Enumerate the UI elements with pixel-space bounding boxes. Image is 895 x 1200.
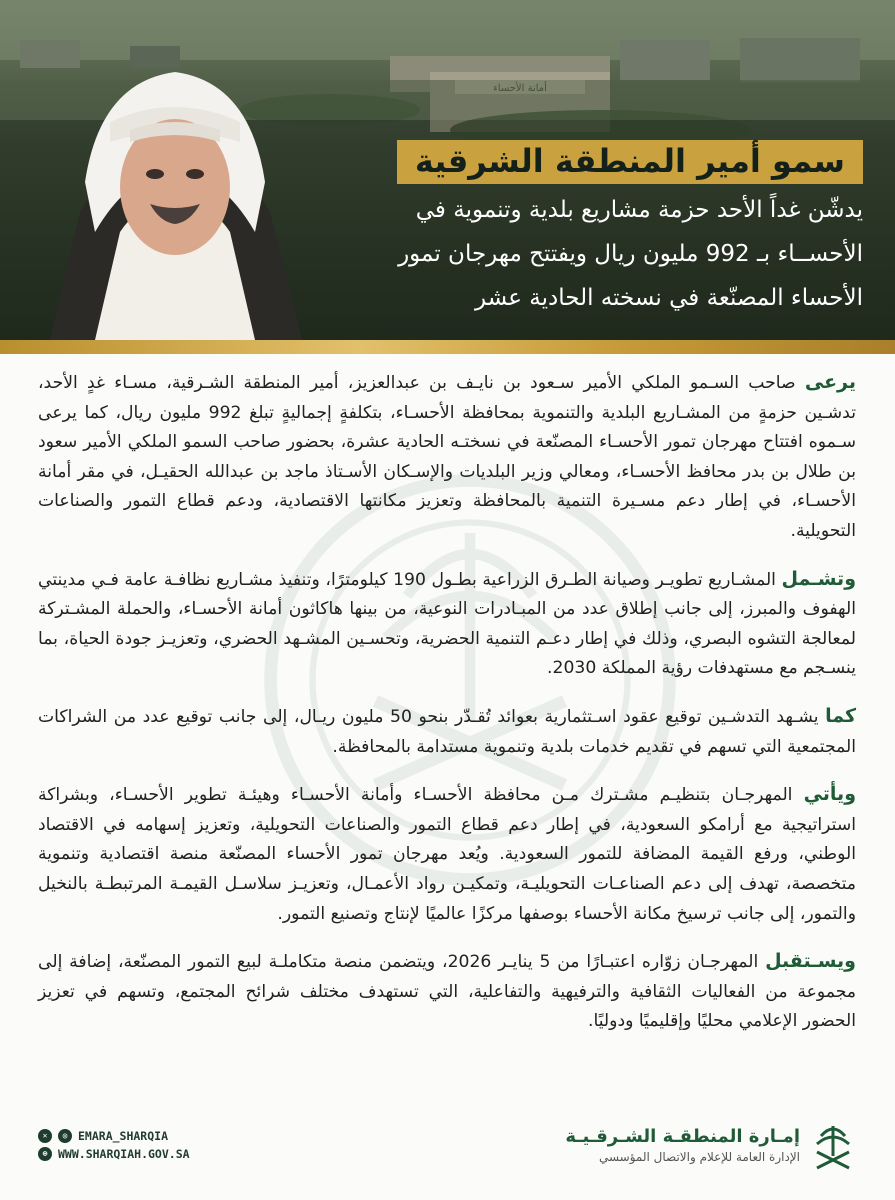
- social-handle[interactable]: EMARA_SHARQIA: [78, 1129, 169, 1143]
- paragraph-lead: يرعى: [804, 371, 856, 393]
- website-link[interactable]: WWW.SHARQIAH.GOV.SA: [58, 1147, 190, 1161]
- saudi-emblem-icon: [809, 1122, 857, 1178]
- subtitle: [323, 188, 863, 320]
- org-name: إمـارة المنطقـة الشـرقـيـة: [565, 1126, 800, 1147]
- subtitle-line: يدشّن غداً الأحد حزمة مشاريع بلدية وتنموية في: [415, 197, 863, 223]
- title-box: [397, 140, 863, 184]
- prince-portrait: [40, 62, 310, 340]
- paragraph: [38, 780, 856, 929]
- subtitle-line: الأحســاء بـ 992 مليون ريال ويفتتح مهرجان تمور: [398, 241, 863, 267]
- globe-icon[interactable]: ⊕: [38, 1147, 52, 1161]
- org-block: [565, 1126, 800, 1166]
- paragraph-lead: ويسـتقبل: [765, 950, 856, 973]
- paragraph-text: المشـاريع تطويـر وصيانة الطـرق الزراعية بطـول 190 كيلومترًا، وتنفيذ مشـاريع نظافـة عامة فـي مدينتي الهفوف والمبرز، إلى جانب إطلاق عدد من المبـادرات النوعية، من بينها هاكاثون أمانة الأحسـاء، والحملة المشـتركة لمعالجة التشوه البصري، وذلك في إطار دعـم التنمية الحضرية، وتحسـين المشـهد الحضري، وتعزيـز جودة الحياة، بما ينسـجم مع مستهدفات رؤية المملكة 2030.: [38, 569, 856, 679]
- paragraph-text: صاحب السـمو الملكي الأمير سـعود بن نايـف بن عبدالعزيز، أمير المنطقة الشـرقية، مسـاء غدٍ الأحد، تدشـين حزمةٍ من المشـاريع البلدية والتنموية بمحافظة الأحسـاء، بتكلفةٍ إجماليةٍ تبلغ 992 مليون ريال، كما يرعى سـموه افتتاح مهرجان تمور الأحسـاء المصنّعة في نسختـه الحادية عشرة، بحضور صاحب السمو الملكي الأمير سعود بن طلال بن بدر محافظ الأحسـاء، ومعالي وزير البلديات والإسـكان الأسـتاذ ماجد بن عبدالله الحقيـل، في مقر أمانة الأحسـاء، في إطار دعم مسـيرة التنمية بالمحافظة وتعزيز مكانتها الاقتصادية، ودعم قطاع التمور والصناعات التحويلية.: [38, 373, 856, 541]
- paragraph: [38, 702, 856, 762]
- instagram-icon[interactable]: ◎: [58, 1129, 72, 1143]
- paragraph-text: يشـهد التدشـين توقيع عقود اسـتثمارية بعوائد تُقـدّر بنحو 50 مليون ريـال، إلى جانب توقيع عدد من الشراكات المجتمعية التي تسهم في تقديم خدمات بلدية وتنموية مستدامة بالمحافظة.: [38, 706, 856, 757]
- page-title: سمو أمير المنطقة الشرقية: [414, 142, 845, 180]
- article-body: [38, 368, 856, 1055]
- subtitle-line: الأحساء المصنّعة في نسخته الحادية عشر: [475, 285, 863, 311]
- website-row[interactable]: [38, 1145, 190, 1163]
- paragraph-text: المهرجـان بتنظيـم مشـترك مـن محافظة الأحسـاء وأمانة الأحسـاء وهيئـة تطوير الأحسـاء، وبشراكة استراتيجية مع أرامكو السعودية، في إطار دعم قطاع التمور والصناعات التحويلية، وتعزيز إسهامه في الاقتصاد الوطني، ورفع القيمة المضافة للتمور السعودية. ويُعد مهرجان تمور الأحساء المصنّعة منصة اقتصادية وتنموية متخصصة، تهدف إلى دعم الصناعـات التحويليـة، وتمكيـن رواد الأعمـال، وتعزيـز سلاسـل القيمـة المرتبطـة بالنخيل والتمور، إلى جانب ترسيخ مكانة الأحساء بوصفها مركزًا عالميًا لإنتاج وتصنيع التمور.: [38, 785, 856, 924]
- hero-banner: [0, 0, 895, 340]
- paragraph-lead: ويأتي: [803, 783, 856, 806]
- paragraph: [38, 947, 856, 1037]
- social-handle-row[interactable]: [38, 1127, 190, 1145]
- social-links: [38, 1127, 190, 1163]
- paragraph: [38, 565, 856, 684]
- paragraph: [38, 368, 856, 547]
- x-icon[interactable]: ✕: [38, 1129, 52, 1143]
- org-dept: الإدارة العامة للإعلام والاتصال المؤسسي: [598, 1150, 800, 1164]
- paragraph-lead: وتشـمل: [781, 567, 857, 590]
- paragraph-lead: كما: [825, 704, 856, 727]
- paragraph-text: المهرجـان زوّاره اعتبـارًا من 5 ينايـر 2026، ويتضمن منصة متكاملـة لبيع التمور المصنّعة، إضافة إلى مجموعة من الفعاليات الثقافية والترفيهية والتفاعلية، التي تستهدف مختلف شرائح المجتمع، وتسهم في تعزيز الحضور الإعلامي محليًا وإقليميًا ودوليًا.: [38, 952, 856, 1032]
- gold-divider: [0, 340, 895, 354]
